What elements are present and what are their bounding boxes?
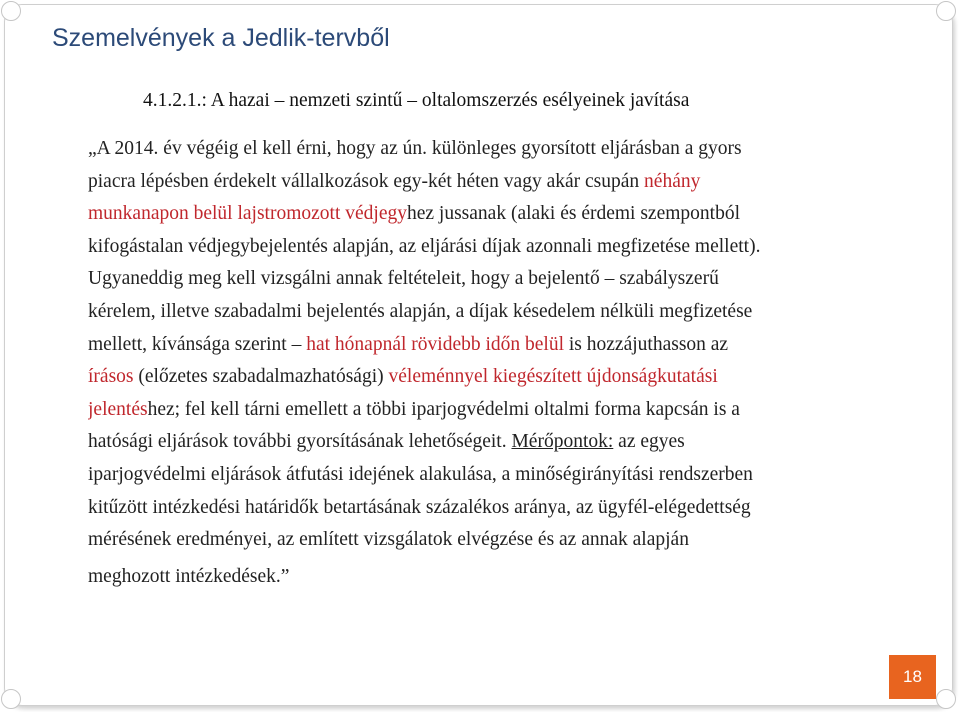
body-text-segment: az egyes [613, 431, 685, 453]
highlighted-text: jelentés [88, 398, 148, 420]
page-number-badge: 18 [889, 655, 936, 699]
highlighted-text: véleménnyel kiegészített újdonságkutatási [388, 366, 718, 388]
body-line-13 [88, 524, 910, 557]
highlighted-text: néhány [644, 170, 701, 192]
corner-ring-bottom-right [936, 689, 956, 709]
body-line-9 [88, 394, 910, 427]
body-line-7 [88, 329, 910, 362]
body-line-8 [88, 361, 910, 394]
slide-title: Szemelvények a Jedlik-tervből [52, 24, 390, 52]
highlighted-text: írásos [88, 366, 134, 388]
body-line-12 [88, 492, 910, 525]
body-text-segment: kitűzött intézkedési határidők betartásának százalékos aránya, az ügyfél-elégedettség [88, 496, 751, 518]
body-text-segment: meghozott intézkedések.” [88, 565, 290, 587]
body-text-segment: iparjogvédelmi eljárások átfutási idejének alakulása, a minőségirányítási rendszerben [88, 463, 753, 485]
body-text-segment: kifogástalan védjegybejelentés alapján, az eljárási díjak azonnali megfizetése mellett). [88, 235, 761, 257]
body-text-segment: „A 2014. év végéig el kell érni, hogy az ún. különleges gyorsított eljárásban a gyors [88, 138, 742, 159]
underlined-label: Mérőpontok: [511, 431, 614, 453]
body-line-6 [88, 296, 910, 329]
body-line-14 [88, 561, 910, 594]
body-text-segment: Ugyaneddig meg kell vizsgálni annak feltételeit, hogy a bejelentő – szabályszerű [88, 268, 719, 290]
body-text-segment: hez jussanak (alaki és érdemi szempontból [406, 203, 740, 225]
quoted-body-text [88, 133, 910, 593]
body-line-2 [88, 166, 910, 199]
highlighted-text: hat hónapnál rövidebb időn belül [306, 333, 565, 355]
body-line-3 [88, 198, 910, 231]
body-line-11 [88, 459, 910, 492]
body-text-segment: mellett, kívánsága szerint – [88, 333, 307, 355]
body-text-segment: piacra lépésben érdekelt vállalkozások egy-két héten vagy akár csupán [88, 170, 645, 192]
body-text-segment: kérelem, illetve szabadalmi bejelentés alapján, a díjak késedelem nélküli megfizetése [88, 300, 753, 322]
body-text-segment: hatósági eljárások további gyorsításának lehetőségeit. [88, 431, 512, 453]
body-text-segment: (előzetes szabadalmazhatósági) [133, 366, 389, 388]
body-line-10 [88, 426, 910, 459]
body-text-segment: hez; fel kell tárni emellett a többi iparjogvédelmi oltalmi forma kapcsán is a [147, 398, 740, 420]
section-subheading: 4.1.2.1.: A hazai – nemzeti szintű – oltalomszerzés esélyeinek javítása [143, 90, 690, 111]
body-text-segment: mérésének eredményei, az említett vizsgálatok elvégzése és az annak alapján [88, 529, 689, 551]
body-line-1 [88, 133, 910, 166]
body-line-4 [88, 231, 910, 264]
body-line-5 [88, 263, 910, 296]
body-text-segment: is hozzájuthasson az [564, 333, 729, 355]
highlighted-text: munkanapon belül lajstromozott védjegy [88, 203, 407, 225]
corner-ring-top-left [1, 1, 21, 21]
corner-ring-bottom-left [1, 689, 21, 709]
corner-ring-top-right [936, 1, 956, 21]
